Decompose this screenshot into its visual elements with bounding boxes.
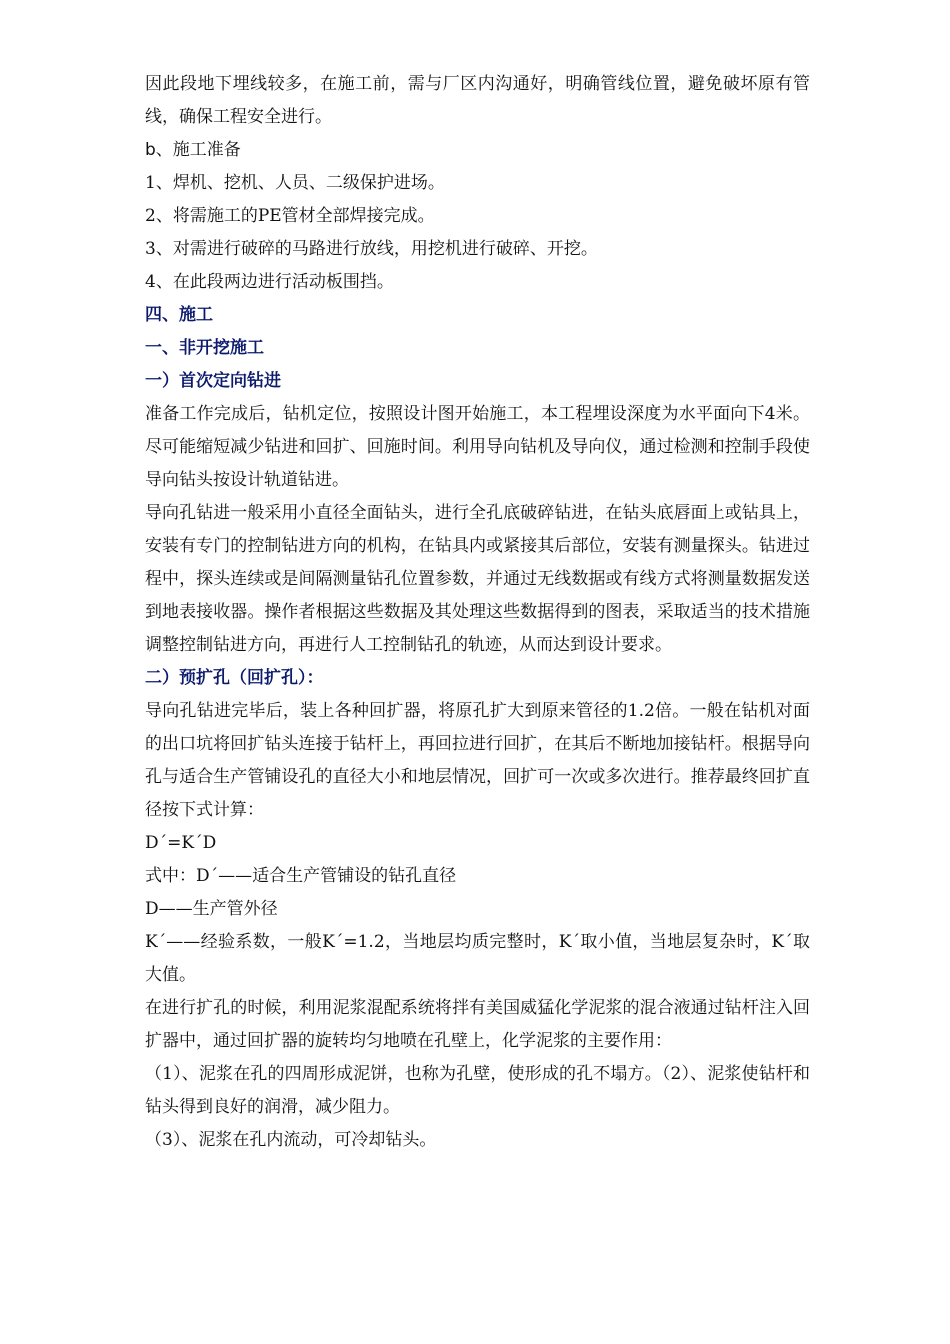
heading-pre-reaming: 二）预扩孔（回扩孔）：	[145, 668, 324, 688]
paragraph-drilling-start: 准备工作完成后，钻机定位，按照设计图开始施工，本工程埋设深度为水平面向下4米。尽可能缩短减少钻进和回扩、回施时间。利用导向钻机及导向仪，通过检测和控制手段使导向钻头按设计轨道钻进。	[145, 404, 810, 490]
paragraph-mud-function-3: （3）、泥浆在孔内流动，可冷却钻头。	[145, 1130, 437, 1150]
paragraph-mud-system: 在进行扩孔的时候，利用泥浆混配系统将拌有美国威猛化学泥浆的混合液通过钻杆注入回扩器中，通过回扩器的旋转均匀地喷在孔壁上，化学泥浆的主要作用：	[145, 998, 810, 1051]
heading-directional-drilling: 一）首次定向钻进	[145, 371, 281, 391]
heading-construction: 四、施工	[145, 305, 213, 325]
formula-def-d: D——生产管外径	[145, 899, 278, 919]
formula-def-d-prime: 式中：D´——适合生产管铺设的钻孔直径	[145, 866, 457, 886]
formula: D´=K´D	[145, 833, 217, 853]
paragraph-reaming: 导向孔钻进完毕后，装上各种回扩器，将原孔扩大到原来管径的1.2倍。一般在钻机对面的出口坑将回扩钻头连接于钻杆上，再回拉进行回扩，在其后不断地加接钻杆。根据导向孔与适合生产管铺设孔的直径大小和地层情况，回扩可一次或多次进行。推荐最终回扩直径按下式计算：	[145, 701, 810, 820]
document-body	[145, 68, 810, 1157]
list-item-2: 2、将需施工的PE管材全部焊接完成。	[145, 206, 435, 226]
paragraph-mud-functions-1-2: （1）、泥浆在孔的四周形成泥饼，也称为孔壁，使形成的孔不塌方。（2）、泥浆使钻杆和钻头得到良好的润滑，减少阻力。	[145, 1064, 810, 1117]
subheading-preparation: b、施工准备	[145, 140, 241, 160]
formula-def-k: K´——经验系数，一般K´=1.2，当地层均质完整时，K´取小值，当地层复杂时，K´取大值。	[145, 932, 810, 985]
heading-trenchless: 一、非开挖施工	[145, 338, 264, 358]
list-item-3: 3、对需进行破碎的马路进行放线，用挖机进行破碎、开挖。	[145, 239, 598, 259]
paragraph-guide-hole: 导向孔钻进一般采用小直径全面钻头，进行全孔底破碎钻进，在钻头底唇面上或钻具上，安装有专门的控制钻进方向的机构，在钻具内或紧接其后部位，安装有测量探头。钻进过程中，探头连续或是间隔测量钻孔位置参数，并通过无线数据或有线方式将测量数据发送到地表接收器。操作者根据这些数据及其处理这些数据得到的图表，采取适当的技术措施调整控制钻进方向，再进行人工控制钻孔的轨迹，从而达到设计要求。	[145, 503, 810, 655]
list-item-4: 4、在此段两边进行活动板围挡。	[145, 272, 394, 292]
list-item-1: 1、焊机、挖机、人员、二级保护进场。	[145, 173, 445, 193]
paragraph-pipeline-caution: 因此段地下埋线较多，在施工前，需与厂区内沟通好，明确管线位置，避免破坏原有管线，确保工程安全进行。	[145, 74, 810, 127]
